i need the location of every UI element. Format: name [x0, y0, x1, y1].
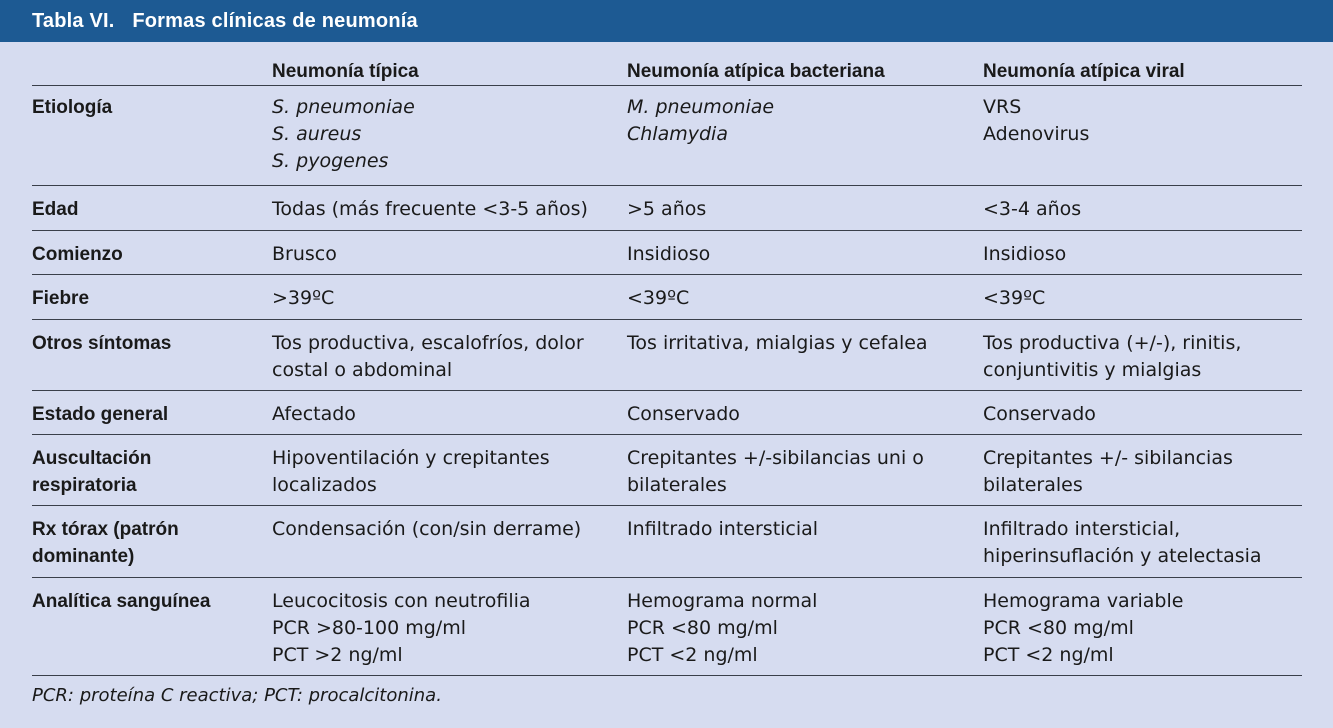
row-label-line: Auscultación [32, 448, 152, 469]
table-row [32, 391, 1302, 435]
cell-typical [272, 86, 627, 185]
cell-line: localizados [272, 474, 377, 496]
cell-line: Tos irritativa, mialgias y cefalea [627, 332, 928, 354]
cell-line: PCT >2 ng/ml [272, 644, 403, 666]
row-label [32, 275, 272, 319]
row-label-line: Comienzo [32, 244, 123, 265]
row-label [32, 435, 272, 505]
cell-atypical-bacterial [627, 275, 983, 319]
table-footnote: PCR: proteína C reactiva; PCT: procalcitonina. [32, 685, 442, 706]
cell-line: Conservado [627, 403, 740, 425]
cell-atypical-bacterial [627, 435, 983, 505]
cell-line: PCR >80-100 mg/ml [272, 617, 466, 639]
table-row [32, 320, 1302, 391]
row-label-line: Edad [32, 199, 79, 220]
cell-atypical-viral [983, 231, 1302, 274]
cell-atypical-viral [983, 186, 1302, 230]
cell-line: <39ºC [983, 287, 1046, 309]
cell-atypical-viral [983, 391, 1302, 434]
row-label-line: Etiología [32, 97, 113, 118]
cell-line: Afectado [272, 403, 356, 425]
cell-line: Insidioso [983, 243, 1067, 265]
cell-line: PCT <2 ng/ml [627, 644, 758, 666]
cell-line: Tos productiva, escalofríos, dolor [272, 332, 584, 354]
cell-atypical-viral [983, 320, 1302, 390]
table-body [32, 86, 1302, 676]
cell-line: Insidioso [627, 243, 711, 265]
cell-line: >39ºC [272, 287, 335, 309]
cell-atypical-viral [983, 435, 1302, 505]
row-label [32, 506, 272, 577]
cell-line: >5 años [627, 198, 707, 220]
table-row [32, 506, 1302, 578]
cell-line: Condensación (con/sin derrame) [272, 518, 582, 540]
row-label-line: Otros síntomas [32, 333, 172, 354]
cell-line: Conservado [983, 403, 1096, 425]
cell-line: Todas (más frecuente <3-5 años) [272, 198, 588, 220]
cell-line: Infiltrado intersticial, [983, 518, 1181, 540]
cell-line: Hemograma normal [627, 590, 818, 612]
row-label-line: respiratoria [32, 475, 137, 496]
cell-line: S. pneumoniae [272, 96, 415, 118]
cell-line: Chlamydia [627, 123, 728, 145]
header-empty [32, 42, 272, 85]
cell-atypical-bacterial [627, 506, 983, 577]
cell-line: Tos productiva (+/-), rinitis, [983, 332, 1242, 354]
cell-line: <3-4 años [983, 198, 1082, 220]
row-label [32, 578, 272, 675]
table-row [32, 275, 1302, 320]
cell-typical [272, 435, 627, 505]
cell-atypical-bacterial [627, 391, 983, 434]
cell-atypical-viral [983, 578, 1302, 675]
cell-line: Infiltrado intersticial [627, 518, 819, 540]
row-label [32, 391, 272, 434]
cell-line: Brusco [272, 243, 337, 265]
cell-line: Hemograma variable [983, 590, 1184, 612]
row-label-line: Estado general [32, 404, 169, 425]
cell-line: VRS [983, 96, 1022, 118]
cell-atypical-bacterial [627, 231, 983, 274]
header-atypical-viral: Neumonía atípica viral [983, 61, 1185, 82]
cell-atypical-viral [983, 275, 1302, 319]
table-row [32, 231, 1302, 275]
row-label [32, 231, 272, 274]
row-label [32, 86, 272, 185]
cell-line: bilaterales [627, 474, 727, 496]
cell-line: PCR <80 mg/ml [627, 617, 778, 639]
clinical-forms-table [32, 42, 1302, 676]
cell-line: <39ºC [627, 287, 690, 309]
cell-line: Leucocitosis con neutrofilia [272, 590, 531, 612]
cell-line: PCT <2 ng/ml [983, 644, 1114, 666]
cell-line: M. pneumoniae [627, 96, 775, 118]
cell-typical [272, 275, 627, 319]
cell-line: hiperinsuflación y atelectasia [983, 545, 1262, 567]
cell-typical [272, 578, 627, 675]
cell-atypical-bacterial [627, 320, 983, 390]
row-label [32, 186, 272, 230]
cell-line: Adenovirus [983, 123, 1090, 145]
table-row [32, 186, 1302, 231]
cell-typical [272, 186, 627, 230]
row-label-line: Analítica sanguínea [32, 591, 211, 612]
cell-line: S. aureus [272, 123, 362, 145]
table-title: Formas clínicas de neumonía [132, 10, 418, 32]
cell-typical [272, 391, 627, 434]
cell-line: conjuntivitis y mialgias [983, 359, 1202, 381]
cell-atypical-viral [983, 86, 1302, 185]
row-label-line: dominante) [32, 546, 135, 567]
cell-line: costal o abdominal [272, 359, 453, 381]
table-number: Tabla VI. [32, 10, 115, 32]
cell-typical [272, 231, 627, 274]
cell-atypical-bacterial [627, 578, 983, 675]
row-label-line: Rx tórax (patrón [32, 519, 179, 540]
cell-typical [272, 506, 627, 577]
cell-line: PCR <80 mg/ml [983, 617, 1134, 639]
cell-line: Crepitantes +/- sibilancias [983, 447, 1233, 469]
row-label [32, 320, 272, 390]
cell-atypical-bacterial [627, 186, 983, 230]
table-header-row [32, 42, 1302, 86]
header-typical: Neumonía típica [272, 61, 419, 82]
table-row [32, 578, 1302, 676]
table-title-bar [0, 0, 1333, 42]
cell-line: Crepitantes +/-sibilancias uni o [627, 447, 924, 469]
cell-line: Hipoventilación y crepitantes [272, 447, 550, 469]
table-row [32, 435, 1302, 506]
table-row [32, 86, 1302, 186]
cell-atypical-viral [983, 506, 1302, 577]
cell-line: S. pyogenes [272, 150, 389, 172]
cell-typical [272, 320, 627, 390]
cell-atypical-bacterial [627, 86, 983, 185]
header-atypical-bacterial: Neumonía atípica bacteriana [627, 61, 885, 82]
cell-line: bilaterales [983, 474, 1083, 496]
row-label-line: Fiebre [32, 288, 90, 309]
